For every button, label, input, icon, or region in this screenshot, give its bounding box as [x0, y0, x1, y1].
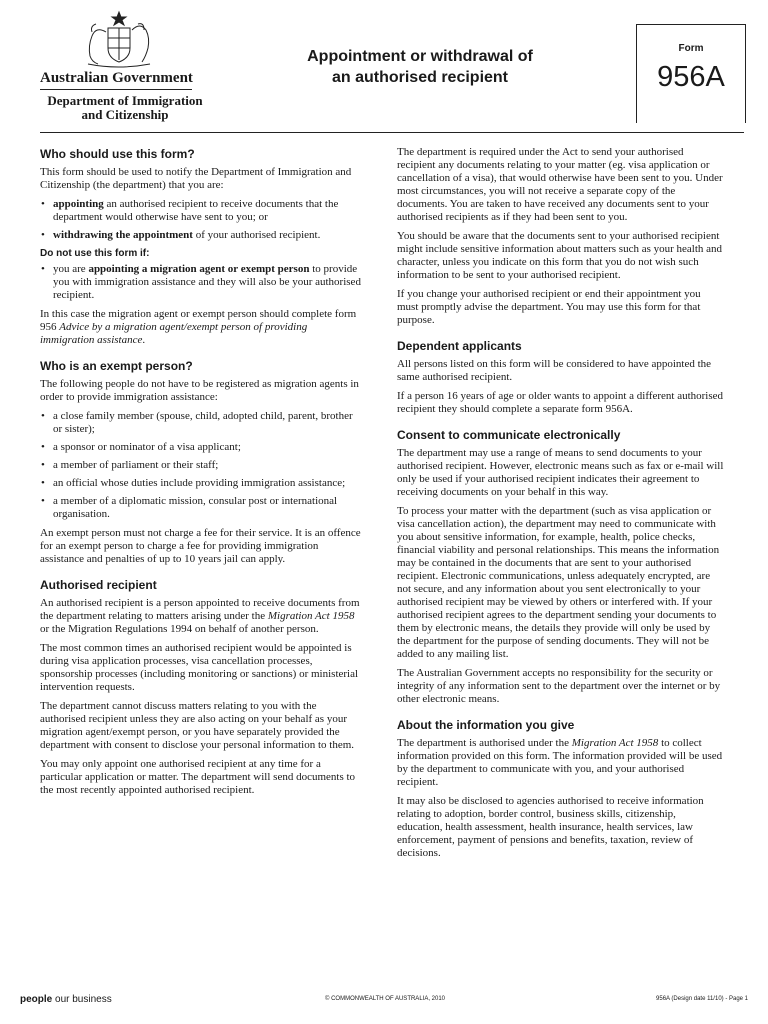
list-item: [40, 263, 362, 302]
form-title: [270, 46, 570, 88]
section-heading: Who is an exempt person?: [40, 359, 193, 373]
footer-page-info: 956A (Design date 11/10) - Page 1: [656, 996, 748, 1002]
paragraph: The Australian Government accepts no responsibility for the security or integrity of any information sent to the department over the internet or by other electronic means.: [397, 667, 721, 705]
paragraph: If a person 16 years of age or older wants to appoint a different authorised recipient they should complete a separate form 956A.: [397, 390, 724, 415]
bullet-icon: •: [41, 198, 45, 210]
section-heading: Dependent applicants: [397, 339, 522, 353]
paragraph: This form should be used to notify the Department of Immigration and Citizenship (the department) that you are:: [40, 166, 352, 191]
section-dependent-applicants: [397, 338, 724, 416]
italic-text: Migration Act 1958: [267, 610, 355, 622]
paragraph: All persons listed on this form will be considered to have appointed the same authorised recipient.: [397, 358, 712, 383]
bullet-list: [40, 263, 362, 302]
paragraph: [40, 308, 362, 347]
logo-divider: [40, 89, 192, 90]
government-name: Australian Government: [40, 70, 193, 86]
text: a member of parliament or their staff;: [53, 459, 219, 471]
form-label: Form: [678, 43, 704, 54]
section-heading: Consent to communicate electronically: [397, 428, 621, 442]
coat-of-arms-logo: [78, 10, 160, 68]
bold-text: withdrawing the appointment: [53, 229, 193, 241]
italic-text: Advice by a migration agent/exempt person of providing immigration assistance: [40, 321, 308, 346]
text: to collect information provided on this form. The information provided will be used by the department to communicate with you, and your authorised recipient.: [397, 737, 723, 788]
paragraph: [397, 737, 724, 789]
paragraph: You may only appoint one authorised recipient at any time for a particular application or matter. The department will send documents to the most recently appointed authorised recipient.: [40, 758, 356, 796]
paragraph: You should be aware that the documents sent to your authorised recipient might include sensitive information about matters such as your health and character, unless you indicate on this form that you do not wish such information to be sent to your authorised recipient.: [397, 230, 723, 281]
footer-copyright: © COMMONWEALTH OF AUSTRALIA, 2010: [325, 996, 445, 1002]
page-footer: [20, 994, 748, 1008]
form-number-box: [636, 24, 746, 123]
form-title-line-2: an authorised recipient: [331, 69, 509, 86]
bold-text: appointing: [53, 198, 104, 210]
bold-text: appointing a migration agent or exempt person: [88, 263, 310, 275]
form-number: 956A: [657, 61, 725, 93]
text: a close family member (spouse, child, adopted child, parent, brother or sister);: [53, 410, 353, 435]
paragraph: It may also be disclosed to agencies authorised to receive information relating to adoption, border control, business skills, citizenship, education, health assessment, health insurance, health services, law enforcement, payment of pensions and benefits, taxation, review of decisions.: [397, 795, 704, 859]
text: a member of a diplomatic mission, consular post or international organisation.: [53, 495, 338, 520]
left-column: [40, 146, 362, 808]
text: you are: [53, 263, 89, 275]
section-heading: Authorised recipient: [40, 578, 157, 592]
paragraph: The department may use a range of means to send documents to your authorised recipient. However, electronic means such as fax or e-mail will only be used if your authorised recipient indicates their agreement to receiving documents on your behalf in this way.: [397, 447, 724, 498]
bullet-icon: •: [41, 410, 45, 422]
form-title-line-1: Appointment or withdrawal of: [307, 48, 533, 65]
list-item: [40, 410, 362, 436]
bullet-icon: •: [41, 441, 45, 453]
right-column: [397, 146, 724, 871]
paragraph: An exempt person must not charge a fee for their service. It is an offence for an exempt person to charge a fee for providing immigration assistance and penalties of up to 10 years jail can apply.: [40, 527, 361, 565]
section-about-information: [397, 717, 724, 860]
section-heading: Who should use this form?: [40, 147, 195, 161]
list-item: [40, 495, 362, 521]
section-authorised-recipient: [40, 577, 362, 797]
text: .: [142, 334, 146, 346]
paragraph: The most common times an authorised recipient would be appointed is during visa application processes, visa cancellation processes, sponsorship processes (including monitoring or sanctions) or ministerial intervention requests.: [40, 642, 359, 693]
paragraph: To process your matter with the department (such as visa application or visa cancellation action), the department may need to communicate with you about sensitive information, for example, health, police checks, financial viability and personal relationships. This means the information may be contained in the documents that are sent to your authorised recipient. Electronic communications, unless adequately encrypted, are not secure, and any information about you sent electronically to your authorised recipient may be viewed by others or interfered with. If your authorised recipient agrees to the department sending your documents to them by electronic means, the details they provide will only be used by the department for the purpose of sending documents. They will not be added to any mailing list.: [397, 505, 720, 660]
paragraph: The department is required under the Act to send your authorised recipient any documents relating to your matter (eg. visa application or cancellation of a visa), that would otherwise have been sent to you. Under most circumstances, you will not receive a separate copy of the documents. You are taken to have received any documents sent to your authorised recipients as if they had been sent to you.: [397, 146, 723, 223]
bullet-icon: •: [41, 229, 45, 241]
section-heading: About the information you give: [397, 718, 575, 732]
bullet-icon: •: [41, 477, 45, 489]
section-who-should-use: [40, 146, 362, 347]
text: of your authorised recipient.: [192, 229, 321, 241]
section-exempt-person: [40, 358, 362, 566]
bullet-icon: •: [41, 459, 45, 471]
slogan-bold: people: [20, 994, 53, 1005]
bullet-icon: •: [41, 495, 45, 507]
section-intro: [397, 146, 724, 327]
paragraph: The following people do not have to be registered as migration agents in order to provide immigration assistance:: [40, 378, 359, 403]
section-consent-electronic: [397, 427, 724, 706]
footer-slogan: [20, 994, 112, 1005]
list-item: [40, 441, 362, 454]
text: an authorised recipient to receive documents that the department would otherwise have sent to you; or: [53, 198, 339, 223]
list-item: [40, 459, 362, 472]
list-item: [40, 229, 362, 242]
text: to provide you with immigration assistance and they will also be your authorised recipient.: [53, 263, 361, 301]
text: or the Migration Regulations 1994 on behalf of another person.: [40, 623, 319, 635]
text: An authorised recipient is a person appointed to receive documents from the department relating to matters arising under the: [40, 597, 360, 622]
bullet-list: [40, 410, 362, 521]
text: In this case the migration agent or exempt person should complete form 956: [40, 308, 357, 333]
bullet-icon: •: [41, 263, 45, 275]
paragraph: If you change your authorised recipient or end their appointment you must promptly advise the department. You may use this form for that purpose.: [397, 288, 701, 326]
department-name: Department of Immigration and Citizenship: [47, 93, 203, 122]
slogan-text: our business: [52, 994, 112, 1005]
text: The department is authorised under the: [397, 737, 572, 749]
list-item: [40, 198, 362, 224]
text: a sponsor or nominator of a visa applicant;: [53, 441, 241, 453]
paragraph: The department cannot discuss matters relating to you with the authorised recipient unless they are also acting on your behalf as your migration agent/exempt person, or you have separately provided the department with consent to disclose your personal information to them.: [40, 700, 355, 751]
list-item: [40, 477, 362, 490]
bullet-list: [40, 198, 362, 242]
subheading: Do not use this form if:: [40, 248, 150, 259]
text: an official whose duties include providing immigration assistance;: [53, 477, 346, 489]
italic-text: Migration Act 1958: [571, 737, 659, 749]
page-header: [0, 0, 768, 136]
paragraph: [40, 597, 362, 636]
header-divider: [40, 132, 744, 133]
